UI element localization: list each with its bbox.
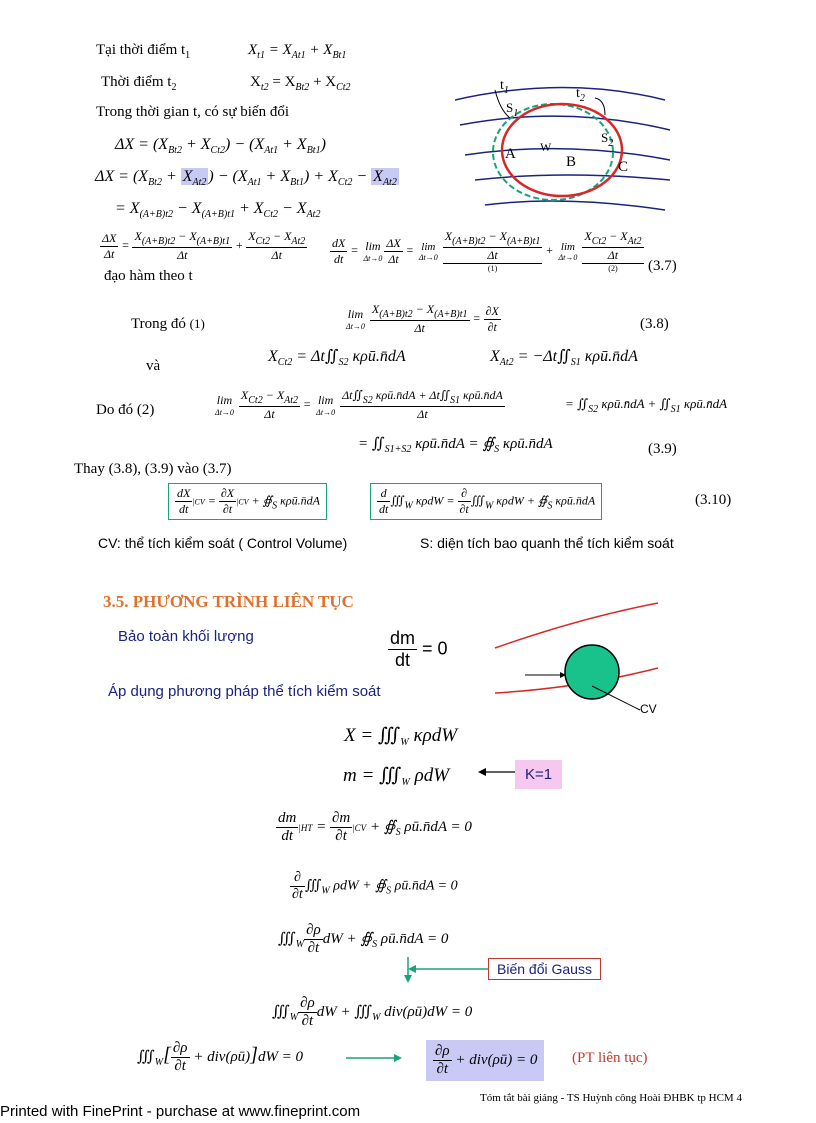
eq-xt2: $X_{t2} = X_{Bt2} + X_{Ct2}$ bbox=[250, 74, 351, 93]
trong-do-label: Trong đó (1) bbox=[131, 316, 205, 332]
cv-definition: CV: thể tích kiểm soát ( Control Volume) bbox=[98, 535, 348, 551]
eq-dx-dt: $\frac{\Delta X}{\Delta t}$ = $\frac{X_{(A+B)t2} - X_{(A+B)t1}}{\Delta t}$ + $\frac{X_{Ct2} - X_{At2}}{\Delta t}$ bbox=[102, 229, 306, 262]
eq-partial-rho: $\frac{\partial}{\partial t}$ $∭_W$ $\rho dW + ∯_S$ ρū.n̄dA = 0 bbox=[292, 870, 458, 902]
eq-lim-2: lim Δt→0 $\frac{X_{Ct2} - X_{At2}}{\Delta t}$ = lim Δt→0 $\frac{\Delta t∬_{S2} \kappa\rho ū.n̄dA + \Delta t∬_{S1} \kappa\rho ū.n̄dA}{\Delta t}$ bbox=[215, 388, 503, 421]
eq-dx-1: $\Delta X = (X_{Bt2} + X_{Ct2}) - (X_{At1} + X_{Bt1})$ bbox=[115, 136, 326, 156]
eq-bracket-integral: $∭_W$[ $\frac{\partial\rho}{\partial t}$ + div(ρū)]dW = 0 bbox=[137, 1040, 304, 1074]
cv-label: CV bbox=[640, 702, 657, 716]
label-a: A bbox=[505, 146, 516, 162]
continuity-equation: $\frac{\partial\rho}{\partial t}$ + div(ρū) = 0 bbox=[426, 1040, 544, 1081]
s-definition: S: diện tích bao quanh thể tích kiểm soát bbox=[420, 535, 674, 551]
apply-method-text: Áp dụng phương pháp thể tích kiểm soát bbox=[108, 683, 381, 700]
eq-dx-3: = $X_{(A+B)t2} - X_{(A+B)t1} + X_{Ct2} - X_{At2}$ bbox=[115, 200, 321, 220]
change-text: Trong thời gian t, có sự biến đổi bbox=[96, 104, 290, 120]
eq-number-3-8: (3.8) bbox=[640, 316, 669, 332]
continuity-arrow bbox=[346, 1053, 402, 1063]
eq-3-10-b: $\frac{d}{dt}$ $∭_W$ κρdW = $\frac{\partial}{\partial t}$ $∭_W$ $\kappa\rho dW + ∯_S$ κρū.n̄dA bbox=[370, 483, 602, 520]
eq-div-integral: $∭_W$ $\frac{\partial\rho}{\partial t}$ dW + $∭_W$ div(ρū)dW = 0 bbox=[272, 995, 473, 1029]
eq-3-9: = $∬_{S1+S2}$ κρū.n̄dA = $∯_S$ κρū.n̄dA bbox=[358, 436, 553, 455]
label-b: B bbox=[566, 154, 577, 170]
eq-3-8: lim Δt→0 $\frac{X_{(A+B)t2} - X_{(A+B)t1}}{\Delta t}$ = $\frac{\partial X}{\partial t}$ bbox=[346, 302, 499, 335]
eq-xat2: $X_{At2}$ = $-\Delta t∬_{S1}$ κρū.n̄dA bbox=[490, 348, 638, 368]
footer-printed-with: Printed with FinePrint - purchase at www.fineprint.com bbox=[0, 1103, 361, 1120]
eq-dm-dt-ht: $\frac{dm}{dt}$ |HT = $\frac{\partial m}{\partial t}$ $|CV + ∯_S$ ρū.n̄dA = 0 bbox=[278, 810, 472, 844]
eq-3-10-a: $\frac{dX}{dt}$ |CV = $\frac{\partial X}{\partial t}$ $|CV + ∯_S$ κρū.n̄dA bbox=[168, 483, 327, 520]
label-t1: $t_1$ bbox=[500, 78, 509, 96]
label-s2: $S_2$ bbox=[601, 130, 614, 149]
eq-number-3-9: (3.9) bbox=[648, 441, 677, 457]
eq-integral-rho: $∭_W$ $\frac{\partial\rho}{\partial t}$ dW + $∯_S$ ρū.n̄dA = 0 bbox=[278, 922, 449, 956]
time-t1-label: Tại thời điểm $t_1$ bbox=[96, 42, 191, 61]
label-c: C bbox=[618, 159, 629, 175]
label-t2: $t_2$ bbox=[576, 86, 585, 104]
eq-xt1: $X_{t1} = X_{At1} + X_{Bt1}$ bbox=[248, 42, 347, 61]
label-s1: $S_1$ bbox=[506, 100, 519, 119]
va-label: và bbox=[146, 358, 161, 374]
do-do-label: Do đó (2) bbox=[96, 402, 155, 418]
continuity-label: (PT liên tục) bbox=[572, 1050, 648, 1066]
gauss-transform-badge: Biến đổi Gauss bbox=[488, 958, 601, 980]
mass-conservation-text: Bảo toàn khối lượng bbox=[118, 628, 254, 645]
eq-m-integral: $m = ∭_W$ ρdW bbox=[343, 765, 450, 788]
derivative-label: đạo hàm theo t bbox=[104, 268, 193, 284]
eq-dm-dt: $\frac{dm}{dt}$ = 0 bbox=[390, 628, 448, 670]
eq-xct2: $X_{Ct2}$ = $\Delta t∬_{S2}$ κρū.n̄dA bbox=[268, 348, 406, 368]
eq-x-integral: $X = ∭_W$ κρdW bbox=[344, 725, 458, 748]
eq-3-7: $\frac{dX}{dt}$ = lim Δt→0 $\frac{\Delta X}{\Delta t}$ = lim Δt→0 $X_{(A+B)t2} - X_{(A+B)t1}$ Δt (1) + lim Δt→0 $X_{Ct2} - X_{At2}$ Δt (2) bbox=[332, 229, 642, 273]
thay-label: Thay (3.8), (3.9) vào (3.7) bbox=[74, 461, 232, 477]
label-w: W bbox=[540, 140, 552, 154]
gauss-arrows bbox=[400, 955, 490, 985]
control-volume-diagram bbox=[455, 70, 675, 220]
footer-author: Tóm tắt bài giảng - TS Huỳnh công Hoài ĐHBK tp HCM 4 bbox=[480, 1092, 742, 1104]
section-heading: 3.5. PHƯƠNG TRÌNH LIÊN TỤC bbox=[103, 592, 354, 611]
cv-pipe-diagram bbox=[490, 598, 670, 718]
eq-dx-2: $\Delta X = (X_{Bt2} + X_{At2}$ ) − $(X_{At1} + X_{Bt1}) + X_{Ct2} - X_{At2}$ bbox=[95, 168, 397, 188]
eq-number-3-7: (3.7) bbox=[648, 258, 677, 274]
eq-sum-s: = $∬_{S2}$ κρū.n̄dA + $∬_{S1}$ κρū.n̄dA bbox=[565, 396, 728, 415]
time-t2-label: Thời điểm $t_2$ bbox=[101, 74, 177, 93]
eq-number-3-10: (3.10) bbox=[695, 492, 732, 508]
k-arrow bbox=[478, 765, 518, 779]
k-equals-1-badge: K=1 bbox=[515, 760, 562, 789]
